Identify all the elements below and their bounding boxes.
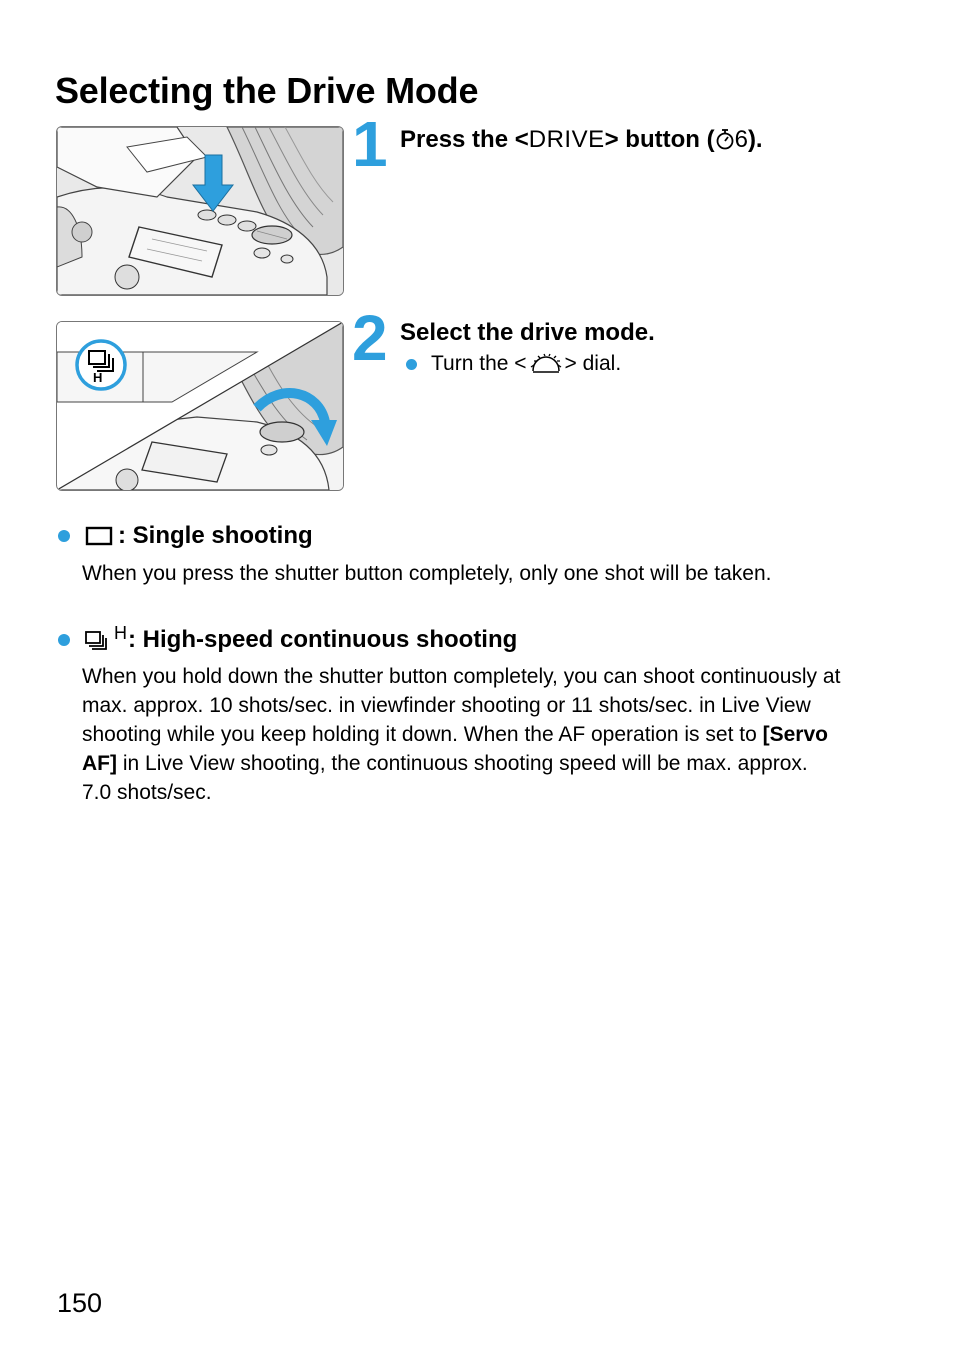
single-shooting-heading [58,522,313,550]
step-1-title-suffix: ). [747,126,763,153]
camera-drive-button-figure [56,126,344,296]
step-1-title-prefix: Press the < [400,126,529,153]
step-number: 1 [352,108,388,180]
step-2-instruction-suffix: > dial. [564,352,622,375]
high-speed-description-part-2: in Live View shooting, the continuous shooting speed will be max. approx. 7.0 shots/sec. [82,752,808,804]
high-speed-continuous-heading [58,622,518,654]
drive-button-name: DRIVE [528,126,605,153]
camera-top-drive-button-illustration [57,127,343,295]
step-1-title-middle: > button ( [604,126,715,153]
high-speed-description-part-1: When you hold down the shutter button completely, you can shoot continuously at max. approx. 10 shots/sec. in viewfinder shooting or 11 shots/sec. in Live View shooting while you keep holding it down. When the AF operation is set to [82,665,841,746]
servo-af-setting-label: [Servo AF] [82,723,828,775]
step-2-title: Select the drive mode. [400,319,655,346]
stopwatch-icon [715,128,735,150]
camera-top-dial-illustration [57,322,343,490]
main-dial-icon [529,353,563,375]
lcd-mode-letter: H [93,370,103,385]
step-number: 2 [352,302,388,374]
reference-page-number: 6 [734,126,748,153]
single-shooting-heading-text: : Single shooting [118,522,313,549]
bullet-icon [58,530,70,542]
step-1-title [400,126,763,154]
single-shooting-description: When you press the shutter button completely, only one shot will be taken. [82,562,772,585]
page-number: 150 [57,1288,103,1318]
high-speed-continuous-heading-text: : High-speed continuous shooting [128,626,518,653]
step-2-instruction [406,352,621,376]
step-2-instruction-prefix: Turn the < [431,352,527,375]
page-title: Selecting the Drive Mode [55,70,479,111]
high-speed-continuous-description [82,662,842,807]
bullet-icon [58,634,70,646]
high-speed-icon-letter: H [114,622,127,643]
high-speed-continuous-icon [84,627,114,653]
bullet-icon [406,359,417,370]
single-shooting-icon [84,525,116,547]
camera-dial-figure [56,321,344,491]
